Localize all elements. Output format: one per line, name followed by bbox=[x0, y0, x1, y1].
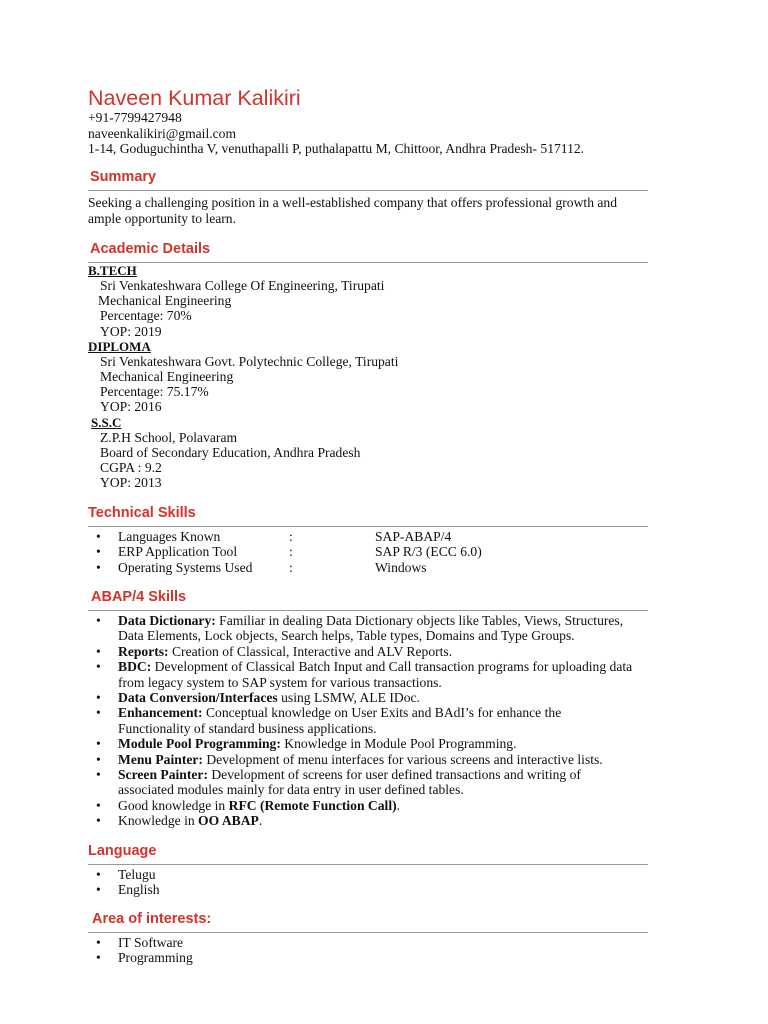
interest-item bbox=[88, 950, 648, 965]
institution: Z.P.H School, Polavaram bbox=[100, 429, 238, 445]
abap-skill-item bbox=[88, 690, 633, 705]
skill-value: SAP-ABAP/4 bbox=[375, 529, 452, 544]
interests-section bbox=[88, 910, 648, 966]
branch: Mechanical Engineering bbox=[100, 369, 234, 385]
skill-description: Creation of Classical, Interactive and ALV Reports. bbox=[168, 643, 453, 659]
year-of-passing: YOP: 2019 bbox=[100, 323, 162, 339]
abap-skill-item bbox=[88, 813, 633, 828]
technical-divider bbox=[88, 526, 648, 527]
bullet: • bbox=[96, 867, 101, 882]
degree-title: DIPLOMA bbox=[88, 338, 151, 354]
language-item bbox=[88, 882, 648, 897]
branch: Mechanical Engineering bbox=[98, 293, 232, 309]
skill-suffix: . bbox=[396, 797, 401, 813]
skill-description: Familiar in dealing Data Dictionary objects like Tables, Views, Structures, Data Elements, Lock objects, Search helps, Table types, Domains and Type Groups. bbox=[118, 613, 624, 644]
technical-section bbox=[88, 504, 648, 575]
summary-divider bbox=[88, 190, 648, 191]
abap-skill-item bbox=[88, 798, 633, 813]
postal-address: 1-14, Goduguchintha V, venuthapalli P, puthalapattu M, Chittoor, Andhra Pradesh- 517112. bbox=[88, 141, 585, 156]
technical-heading: Technical Skills bbox=[88, 505, 196, 521]
abap-section bbox=[88, 588, 648, 829]
skill-name: RFC (Remote Function Call) bbox=[228, 797, 397, 813]
email-address: naveenkalikiri@gmail.com bbox=[88, 125, 237, 141]
phone-number: +91-7799427948 bbox=[88, 110, 182, 125]
interest-item bbox=[88, 935, 648, 950]
degree-title: B.TECH bbox=[88, 263, 137, 278]
language-divider bbox=[88, 864, 648, 865]
skill-value: Windows bbox=[375, 559, 427, 575]
abap-skill-item bbox=[88, 767, 633, 798]
language-heading: Language bbox=[88, 843, 157, 859]
score: Percentage: 70% bbox=[100, 308, 192, 324]
language-item bbox=[88, 867, 648, 882]
bullet: • bbox=[96, 751, 101, 767]
interests-divider bbox=[88, 932, 648, 933]
skill-description: using LSMW, ALE IDoc. bbox=[277, 690, 420, 706]
skill-name: Reports: bbox=[118, 643, 169, 659]
bullet: • bbox=[96, 659, 101, 675]
year-of-passing: YOP: 2013 bbox=[100, 475, 162, 491]
academic-entry bbox=[88, 415, 648, 491]
separator: : bbox=[289, 544, 293, 560]
separator: : bbox=[289, 559, 293, 575]
language-name: Telugu bbox=[118, 867, 156, 882]
skill-label: ERP Application Tool bbox=[118, 544, 238, 560]
institution: Sri Venkateshwara Govt. Polytechnic College, Tirupati bbox=[100, 353, 399, 369]
bullet: • bbox=[96, 882, 101, 898]
skill-description: Conceptual knowledge on User Exits and BAdI’s for enhance the Functionality of standard business applications. bbox=[118, 705, 562, 736]
abap-divider bbox=[88, 610, 648, 611]
interests-heading: Area of interests: bbox=[92, 911, 212, 927]
bullet: • bbox=[96, 767, 101, 783]
technical-row bbox=[88, 560, 648, 575]
skill-name: Data Dictionary: bbox=[118, 613, 216, 628]
interests-list bbox=[88, 935, 648, 966]
bullet: • bbox=[96, 544, 101, 560]
abap-skill-item bbox=[88, 613, 633, 644]
skill-description: Development of screens for user defined transactions and writing of associated modules mainly for data entry in user defined tables. bbox=[118, 767, 581, 798]
abap-heading: ABAP/4 Skills bbox=[91, 589, 187, 605]
interest-name: IT Software bbox=[118, 935, 184, 950]
abap-list bbox=[88, 613, 633, 829]
score: Percentage: 75.17% bbox=[100, 384, 209, 400]
language-list bbox=[88, 867, 648, 898]
abap-skill-item bbox=[88, 736, 633, 751]
skill-description: Knowledge in Module Pool Programming. bbox=[280, 736, 517, 752]
skill-prefix: Knowledge in bbox=[118, 813, 199, 829]
skill-name: Data Conversion/Interfaces bbox=[118, 690, 278, 706]
board: Board of Secondary Education, Andhra Pradesh bbox=[100, 444, 361, 460]
year-of-passing: YOP: 2016 bbox=[100, 399, 162, 415]
bullet: • bbox=[96, 797, 101, 813]
skill-name: Module Pool Programming: bbox=[118, 736, 281, 752]
skill-name: Menu Painter: bbox=[118, 751, 203, 767]
technical-row bbox=[88, 529, 648, 544]
language-section bbox=[88, 842, 648, 898]
abap-skill-item bbox=[88, 752, 633, 767]
abap-skill-item bbox=[88, 659, 633, 690]
academic-heading: Academic Details bbox=[90, 241, 211, 257]
summary-text: Seeking a challenging position in a well-established company that offers professional growth and ample opportunity to learn. bbox=[88, 195, 618, 226]
bullet: • bbox=[96, 950, 101, 966]
skill-suffix: . bbox=[258, 813, 263, 829]
skill-name: Enhancement: bbox=[118, 705, 203, 721]
abap-skill-item bbox=[88, 705, 633, 736]
skill-description: Development of Classical Batch Input and Call transaction programs for uploading data from legacy system to SAP system for various transactions. bbox=[118, 659, 633, 690]
academic-entry bbox=[88, 339, 648, 415]
interest-name: Programming bbox=[118, 950, 193, 966]
academic-section bbox=[88, 240, 648, 490]
bullet: • bbox=[96, 643, 101, 659]
institution: Sri Venkateshwara College Of Engineering, Tirupati bbox=[100, 278, 385, 293]
summary-section bbox=[88, 168, 648, 226]
technical-row bbox=[88, 544, 648, 559]
score: CGPA : 9.2 bbox=[100, 460, 162, 476]
technical-table bbox=[88, 529, 648, 575]
bullet: • bbox=[96, 705, 101, 721]
bullet: • bbox=[96, 935, 101, 950]
skill-description: Development of menu interfaces for various screens and interactive lists. bbox=[202, 751, 603, 767]
academic-entry bbox=[88, 263, 648, 339]
summary-heading: Summary bbox=[90, 169, 157, 185]
language-name: English bbox=[118, 882, 160, 898]
degree-title: S.S.C bbox=[91, 414, 122, 430]
skill-name: OO ABAP bbox=[198, 813, 259, 829]
skill-prefix: Good knowledge in bbox=[118, 797, 229, 813]
bullet: • bbox=[96, 559, 101, 575]
skill-name: BDC: bbox=[118, 659, 152, 675]
bullet: • bbox=[96, 613, 101, 628]
skill-label: Operating Systems Used bbox=[118, 559, 253, 575]
bullet: • bbox=[96, 813, 101, 829]
bullet: • bbox=[96, 736, 101, 752]
contact-block bbox=[88, 110, 584, 157]
skill-name: Screen Painter: bbox=[118, 767, 208, 783]
separator: : bbox=[289, 529, 293, 544]
candidate-name: Naveen Kumar Kalikiri bbox=[88, 86, 301, 110]
skill-value: SAP R/3 (ECC 6.0) bbox=[375, 544, 482, 560]
skill-label: Languages Known bbox=[118, 529, 221, 544]
academic-list bbox=[88, 263, 648, 490]
abap-skill-item bbox=[88, 644, 633, 659]
bullet: • bbox=[96, 529, 101, 544]
bullet: • bbox=[96, 690, 101, 706]
